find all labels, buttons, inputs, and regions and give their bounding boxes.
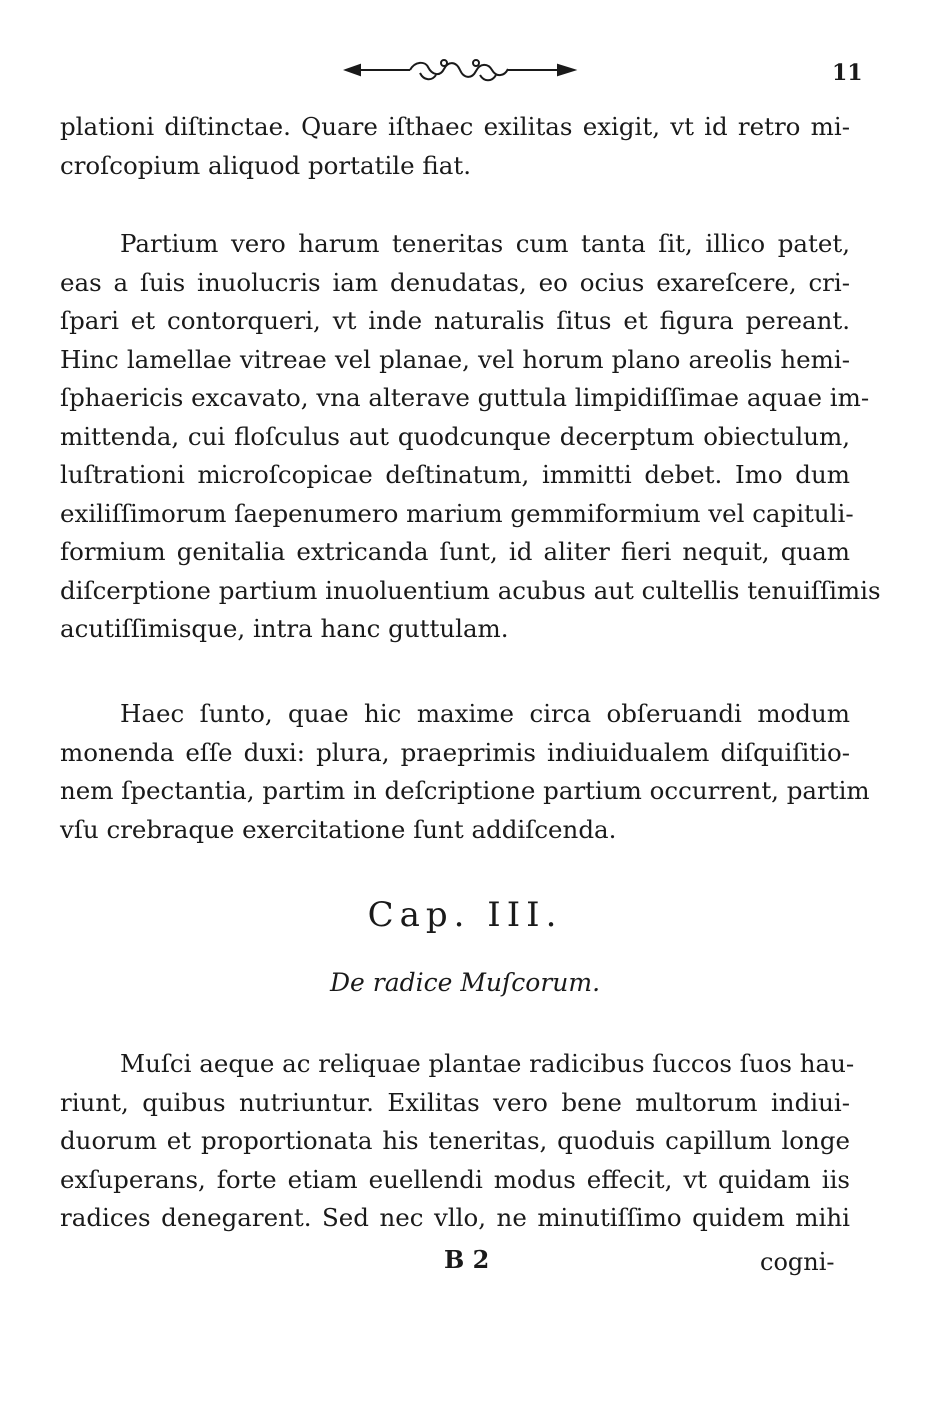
text-line: ſpari et contorqueri, vt inde naturalis ſitus et figura pereant. xyxy=(60,306,850,335)
paragraph-2 xyxy=(60,225,881,649)
text-line: mittenda, cui floſculus aut quodcunque decerptum obiectulum, xyxy=(60,421,850,451)
text-line: plationi diſtinctae. Quare iſthaec exilitas exigit, vt id retro mi- xyxy=(60,112,850,141)
text-line: acutiſſimisque, intra hanc guttulam. xyxy=(60,614,509,643)
page-number: 11 xyxy=(832,60,863,86)
text-line: radices denegarent. Sed nec vllo, ne minutiſſimo quidem mihi xyxy=(60,1203,850,1232)
chapter-heading: Cap. III. xyxy=(367,895,563,935)
text-line: riunt, quibus nutriuntur. Exilitas vero bene multorum indiui- xyxy=(60,1087,850,1117)
text-line: Haec ſunto, quae hic maxime circa obſeruandi modum xyxy=(120,699,850,728)
paragraph-4 xyxy=(60,1045,855,1238)
text-line: Partium vero harum teneritas cum tanta ſit, illico patet, xyxy=(120,229,850,258)
chapter-subtitle: De radice Muſcorum. xyxy=(329,968,601,997)
text-line: ſphaericis excavato, vna alterave guttula limpidiſſimae aquae im- xyxy=(60,383,870,412)
text-line: monenda eſſe duxi: plura, praeprimis indiuidualem diſquiſitio- xyxy=(60,737,850,767)
text-line: duorum et proportionata his teneritas, quoduis capillum longe xyxy=(60,1126,850,1155)
text-line: exiliſſimorum ſaepenumero marium gemmiformium vel capituli- xyxy=(60,498,854,528)
text-line: Muſci aeque ac reliquae plantae radicibus ſuccos ſuos hau- xyxy=(120,1049,855,1078)
text-line: eas a ſuis inuolucris iam denudatas, eo ocius exareſcere, cri- xyxy=(60,267,850,297)
text-line: vſu crebraque exercitatione ſunt addiſcenda. xyxy=(60,814,617,844)
text-line: croſcopium aliquod portatile fiat. xyxy=(60,150,471,180)
signature-mark: B 2 xyxy=(444,1245,490,1274)
text-line: diſcerptione partium inuoluentium acubus aut cultellis tenuiſſimis xyxy=(60,575,881,605)
text-line: luſtrationi microſcopicae deſtinatum, immitti debet. Imo dum xyxy=(60,460,850,489)
text-line: nem ſpectantia, partim in deſcriptione partium occurrent, partim xyxy=(60,776,870,805)
catchword: cogni- xyxy=(760,1248,835,1276)
text-line: exſuperans, forte etiam euellendi modus effecit, vt quidam iis xyxy=(60,1164,850,1194)
text-line: formium genitalia extricanda ſunt, id aliter fieri nequit, quam xyxy=(60,537,850,566)
paragraph-1 xyxy=(60,108,850,185)
printer-ornament-icon xyxy=(340,55,580,85)
text-line: Hinc lamellae vitreae vel planae, vel horum plano areolis hemi- xyxy=(60,344,850,374)
paragraph-3 xyxy=(60,695,870,849)
